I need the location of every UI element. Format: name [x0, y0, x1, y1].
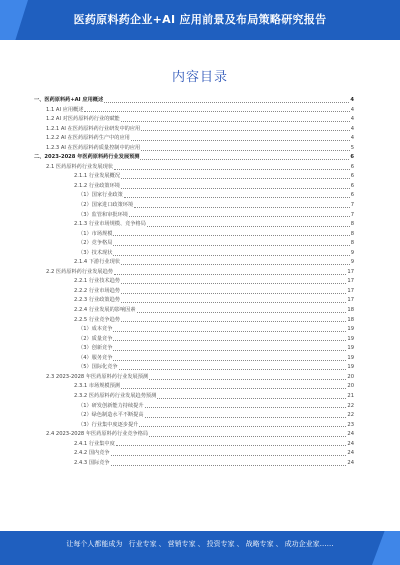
toc-entry-page: 4	[350, 116, 354, 123]
toc-entry-label: （3）监管和审批环境	[78, 211, 128, 218]
toc-entry-page: 22	[347, 412, 354, 419]
toc-entry[interactable]	[34, 344, 354, 354]
footer-separator: 、	[158, 540, 166, 548]
toc-entry-label: 2.3.2 医药原料药行业发展趋势预测	[74, 392, 157, 399]
toc-entry-page: 24	[347, 450, 354, 457]
toc-entry-label: 2.1.4 下游行业现状	[74, 259, 120, 266]
toc-leader-dots	[121, 282, 346, 284]
toc-entry-page: 6	[350, 154, 354, 161]
toc-entry[interactable]	[34, 258, 354, 268]
toc-entry-label: 2.2.1 行业技术趋势	[74, 278, 120, 285]
toc-entry-label: （2）国家进口政策环境	[78, 202, 134, 209]
toc-entry-page: 4	[350, 106, 354, 113]
toc-leader-dots	[111, 454, 347, 456]
toc-entry-label: （2）绿色制造水平不断提高	[78, 412, 144, 419]
toc-entry-label: 1.2.2 AI 在医药原料药生产中的应用	[46, 135, 130, 142]
toc-entry-label: 1.2.3 AI 在医药原料药质量控制中的应用	[46, 144, 141, 151]
toc-entry[interactable]	[34, 430, 354, 440]
table-of-contents	[34, 96, 354, 468]
toc-entry-label: （1）市场规模	[78, 230, 113, 237]
toc-leader-dots	[119, 368, 347, 370]
toc-entry-label: （1）成本竞争	[78, 326, 113, 333]
toc-entry-label: 1.2.1 AI 在医药原料药行业研发中的应用	[46, 125, 141, 132]
toc-leader-dots	[121, 187, 350, 189]
toc-entry[interactable]	[34, 230, 354, 240]
toc-entry-label: 2.3.1 市场规模预测	[74, 383, 120, 390]
toc-entry-page: 24	[347, 440, 354, 447]
footer-lead: 让每个人都能成为	[66, 540, 123, 548]
toc-entry[interactable]	[34, 296, 354, 306]
toc-entry-page: 19	[347, 354, 354, 361]
toc-leader-dots	[113, 244, 349, 246]
toc-entry-label: 2.4.2 国内竞争	[74, 450, 110, 457]
toc-leader-dots	[145, 416, 347, 418]
toc-entry-page: 19	[347, 364, 354, 371]
footer-separator: 、	[197, 540, 205, 548]
toc-leader-dots	[111, 464, 347, 466]
toc-entry-page: 4	[350, 97, 354, 103]
toc-entry-page: 19	[347, 345, 354, 352]
toc-entry-label: （3）创新竞争	[78, 345, 113, 352]
footer-item: 行业专家	[128, 540, 157, 548]
toc-entry-label: （2）竞争格局	[78, 240, 113, 247]
toc-entry[interactable]	[34, 163, 354, 173]
report-title: 医药原料药企业+AI 应用前景及布局策略研究报告	[73, 13, 327, 26]
toc-entry-page: 6	[350, 173, 354, 180]
toc-entry[interactable]	[34, 459, 354, 469]
toc-entry-page: 17	[347, 297, 354, 304]
toc-entry-label: 1.2 AI 对医药原料药行业的赋能	[46, 116, 120, 123]
toc-entry-label: 2.4.1 行业集中度	[74, 440, 115, 447]
toc-entry-label: （3）行业集中度逐步提升	[78, 421, 139, 428]
toc-entry-page: 7	[350, 202, 354, 209]
toc-entry[interactable]	[34, 373, 354, 383]
toc-entry-label: 二、2023-2028 年医药原料药行业发展预测	[34, 154, 140, 161]
toc-leader-dots	[134, 206, 350, 208]
toc-leader-dots	[113, 339, 346, 341]
toc-leader-dots	[121, 263, 350, 265]
toc-leader-dots	[113, 359, 346, 361]
toc-entry-label: 一、医药原料药+AI 应用概述	[34, 97, 104, 103]
toc-leader-dots	[131, 139, 350, 141]
toc-leader-dots	[140, 158, 349, 160]
toc-leader-dots	[137, 311, 347, 313]
toc-entry[interactable]	[34, 382, 354, 392]
toc-leader-dots	[121, 301, 346, 303]
toc-entry[interactable]	[34, 287, 354, 297]
toc-entry[interactable]	[34, 421, 354, 431]
toc-entry-label: 2.2.5 行业竞争趋势	[74, 316, 120, 323]
toc-entry-page: 6	[350, 163, 354, 170]
toc-entry-page: 21	[347, 392, 354, 399]
toc-entry[interactable]	[34, 172, 354, 182]
toc-entry-page: 7	[350, 211, 354, 218]
toc-entry[interactable]	[34, 153, 354, 163]
toc-leader-dots	[149, 435, 346, 437]
toc-leader-dots	[113, 254, 349, 256]
toc-leader-dots	[104, 101, 349, 103]
toc-entry-page: 5	[350, 144, 354, 151]
toc-entry[interactable]	[34, 182, 354, 192]
toc-leader-dots	[116, 444, 347, 446]
toc-leader-dots	[121, 320, 346, 322]
toc-entry-page: 8	[350, 230, 354, 237]
toc-entry-page: 19	[347, 326, 354, 333]
toc-entry[interactable]	[34, 115, 354, 125]
toc-entry-label: （3）技术现状	[78, 249, 113, 256]
toc-entry-page: 19	[347, 335, 354, 342]
toc-leader-dots	[141, 149, 349, 151]
toc-leader-dots	[114, 273, 346, 275]
footer-item: 投资专家	[206, 540, 235, 548]
toc-entry-label: （1）国家行业政策	[78, 192, 123, 199]
toc-entry-page: 17	[347, 287, 354, 294]
footer-item: 营销专家	[167, 540, 196, 548]
toc-entry-label: 2.1 医药原料药行业发展现状	[46, 163, 113, 170]
toc-entry[interactable]	[34, 191, 354, 201]
toc-entry-label: 2.4.3 国际竞争	[74, 459, 110, 466]
footer-separator: 、	[275, 540, 283, 548]
toc-entry-page: 17	[347, 268, 354, 275]
toc-entry[interactable]	[34, 144, 354, 154]
toc-entry[interactable]	[34, 96, 354, 106]
toc-entry-page: 18	[347, 307, 354, 314]
toc-entry-page: 9	[350, 249, 354, 256]
toc-leader-dots	[121, 177, 350, 179]
footer-item: 成功企业家……	[284, 540, 334, 548]
toc-entry-label: 2.2 医药原料药行业发展趋势	[46, 268, 113, 275]
toc-entry[interactable]	[34, 316, 354, 326]
toc-entry-label: （2）质量竞争	[78, 335, 113, 342]
toc-entry-page: 8	[350, 240, 354, 247]
toc-leader-dots	[141, 129, 349, 131]
toc-leader-dots	[114, 168, 350, 170]
toc-entry-label: 2.1.3 行业市场规模、竞争格局	[74, 221, 146, 228]
toc-entry-page: 22	[347, 402, 354, 409]
toc-entry[interactable]	[34, 220, 354, 230]
toc-entry[interactable]	[34, 125, 354, 135]
toc-entry-page: 9	[350, 259, 354, 266]
toc-entry[interactable]	[34, 201, 354, 211]
toc-leader-dots	[139, 425, 346, 427]
footer-item: 战略专家	[245, 540, 274, 548]
toc-entry[interactable]	[34, 449, 354, 459]
toc-leader-dots	[84, 110, 349, 112]
toc-entry-label: 2.2.2 行业市场趋势	[74, 287, 120, 294]
toc-entry-page: 6	[350, 182, 354, 189]
toc-entry[interactable]	[34, 354, 354, 364]
toc-entry-page: 24	[347, 431, 354, 438]
toc-entry-page: 24	[347, 459, 354, 466]
toc-entry[interactable]	[34, 306, 354, 316]
toc-entry-label: （5）国际化竞争	[78, 364, 118, 371]
toc-entry[interactable]	[34, 268, 354, 278]
toc-leader-dots	[129, 215, 350, 217]
toc-entry-label: 2.1.2 行业政策环境	[74, 182, 120, 189]
toc-leader-dots	[121, 120, 350, 122]
toc-entry-page: 4	[350, 135, 354, 142]
toc-entry[interactable]	[34, 363, 354, 373]
toc-entry[interactable]	[34, 106, 354, 116]
toc-entry[interactable]	[34, 277, 354, 287]
toc-leader-dots	[157, 397, 346, 399]
toc-entry-page: 8	[350, 221, 354, 228]
footer-separator: 、	[236, 540, 244, 548]
toc-entry-label: 2.2.3 行业政策趋势	[74, 297, 120, 304]
toc-entry[interactable]	[34, 402, 354, 412]
footer-slogan	[0, 539, 400, 549]
toc-entry[interactable]	[34, 211, 354, 221]
toc-entry[interactable]	[34, 325, 354, 335]
toc-leader-dots	[124, 196, 350, 198]
toc-leader-dots	[113, 349, 346, 351]
toc-entry-page: 18	[347, 316, 354, 323]
toc-leader-dots	[121, 387, 346, 389]
toc-leader-dots	[121, 292, 346, 294]
toc-entry-label: 1.1 AI 应用概述	[46, 106, 84, 113]
toc-entry-page: 17	[347, 278, 354, 285]
toc-leader-dots	[113, 234, 349, 236]
toc-entry-label: （1）研发创新能力持续提升	[78, 402, 144, 409]
toc-entry[interactable]	[34, 239, 354, 249]
toc-entry[interactable]	[34, 392, 354, 402]
toc-entry[interactable]	[34, 411, 354, 421]
toc-entry-page: 4	[350, 125, 354, 132]
toc-entry-page: 20	[347, 383, 354, 390]
toc-entry[interactable]	[34, 440, 354, 450]
toc-entry-page: 23	[347, 421, 354, 428]
toc-entry-page: 20	[347, 373, 354, 380]
toc-leader-dots	[149, 378, 346, 380]
toc-leader-dots	[145, 406, 347, 408]
toc-entry-label: 2.4 2023-2028 年医药原料药行业竞争格局	[46, 431, 149, 438]
toc-entry-label: （4）服务竞争	[78, 354, 113, 361]
toc-entry-page: 6	[350, 192, 354, 199]
toc-entry-label: 2.3 2023-2028 年医药原料药行业发展预测	[46, 373, 149, 380]
toc-entry-label: 2.2.4 行业发展的影响因素	[74, 307, 136, 314]
toc-entry[interactable]	[34, 134, 354, 144]
toc-entry[interactable]	[34, 335, 354, 345]
toc-leader-dots	[113, 330, 346, 332]
toc-entry-label: 2.1.1 行业发展概况	[74, 173, 120, 180]
toc-title: 内容目录	[171, 70, 228, 85]
toc-leader-dots	[147, 225, 350, 227]
toc-entry[interactable]	[34, 249, 354, 259]
